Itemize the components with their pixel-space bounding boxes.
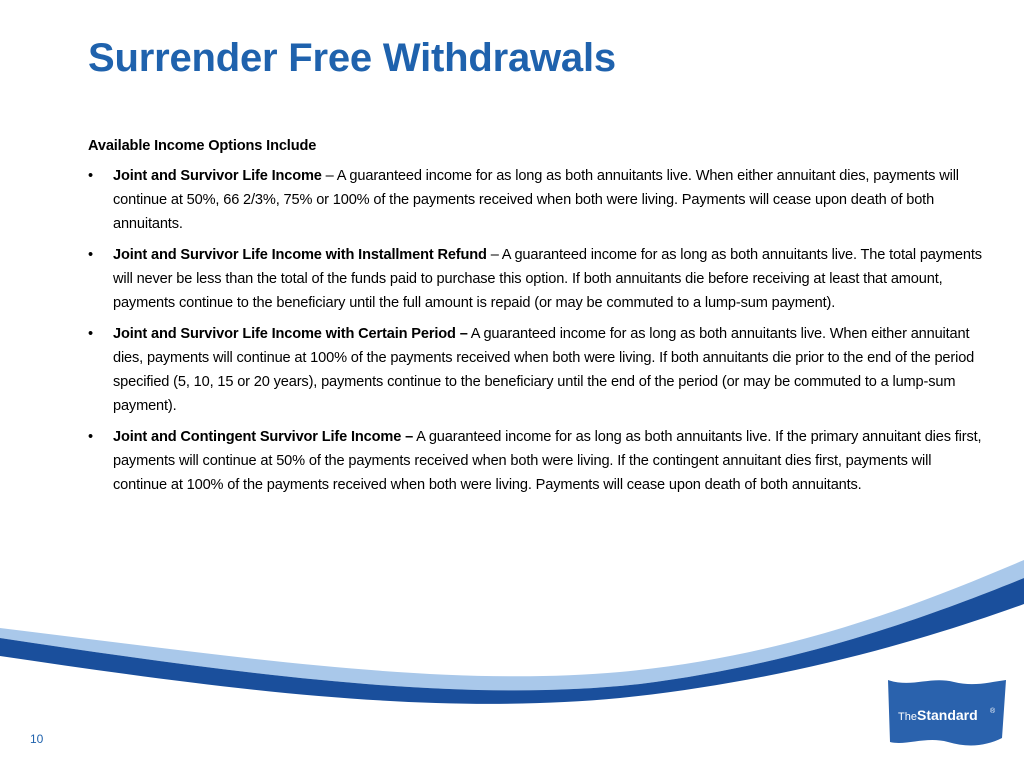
option-name: Joint and Survivor Life Income with Certain Period –: [113, 326, 468, 342]
option-description: A guaranteed income for as long as both annuitants live. If the primary annuitant dies first, payments will continue at 50% of the payments received when both were living. If the contingent annuitant dies first, payments will continue at 100% of the payments received when both were living. Payments will cease upon death of both annuitants.: [113, 429, 982, 493]
option-description: A guaranteed income for as long as both annuitants live. When either annuitant dies, payments will continue at 100% of the payments received when both were living. If both annuitants die prior to the end of the period specified (5, 10, 15 or 20 years), payments continue to the beneficiary until the end of the period (or may be commuted to a lump-sum payment).: [113, 326, 975, 414]
option-name: Joint and Contingent Survivor Life Income –: [113, 429, 414, 445]
logo-name: Standard: [917, 707, 978, 723]
logo-registered-mark: ®: [990, 708, 996, 715]
slide-title: Surrender Free Withdrawals: [88, 36, 616, 80]
page-number: 10: [30, 732, 44, 746]
list-item: [88, 164, 988, 236]
option-description: – A guaranteed income for as long as both annuitants live. When either annuitant dies, payments will continue at 50%, 66 2/3%, 75% or 100% of the payments received when both were living. Payments will cease upon death of both annuitants.: [113, 168, 959, 232]
standard-flag-logo-icon: [882, 676, 1012, 748]
option-description: – A guaranteed income for as long as both annuitants live. The total payments will never be less than the total of the funds paid to purchase this option. If both annuitants die before receiving at least that amount, payments continue to the beneficiary until the full amount is repaid (or may be commuted to a lump-sum payment).: [113, 247, 982, 311]
list-item: [88, 322, 988, 418]
income-options-list: [88, 164, 988, 497]
decorative-swoosh: [0, 560, 1024, 768]
option-name: Joint and Survivor Life Income with Installment Refund: [113, 247, 487, 263]
list-item: [88, 425, 988, 497]
bullet-icon: •: [88, 326, 93, 342]
slide-body: [88, 134, 988, 504]
list-item: [88, 243, 988, 315]
bullet-icon: •: [88, 247, 93, 263]
bullet-icon: •: [88, 168, 93, 184]
bullet-icon: •: [88, 429, 93, 445]
logo-prefix: The: [898, 711, 917, 723]
subheading: Available Income Options Include: [88, 138, 317, 154]
option-name: Joint and Survivor Life Income: [113, 168, 322, 184]
